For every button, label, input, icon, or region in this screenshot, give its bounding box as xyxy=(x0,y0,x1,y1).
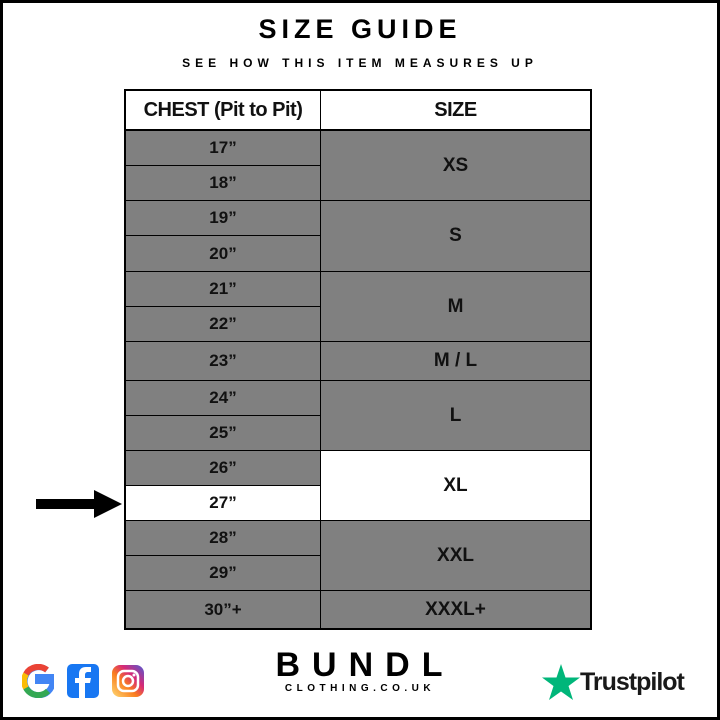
chest-cell: 27” xyxy=(126,486,321,521)
size-cell: XL xyxy=(321,451,590,521)
trustpilot-star-icon xyxy=(542,664,580,700)
chest-cell: 21” xyxy=(126,272,321,307)
page-title: SIZE GUIDE xyxy=(258,14,462,44)
chest-cell: 17” xyxy=(126,131,321,166)
size-cell: M / L xyxy=(321,342,590,381)
page-subtitle: SEE HOW THIS ITEM MEASURES UP xyxy=(182,56,538,70)
chest-cell: 19” xyxy=(126,201,321,236)
trustpilot-badge[interactable] xyxy=(542,664,684,700)
chest-cell: 30”+ xyxy=(126,591,321,628)
brand-logo: BUNDL xyxy=(275,646,455,684)
size-cell: L xyxy=(321,381,590,451)
chest-cell: 20” xyxy=(126,236,321,272)
trustpilot-label: Trustpilot xyxy=(580,667,684,696)
chest-cell: 28” xyxy=(126,521,321,556)
chest-cell: 29” xyxy=(126,556,321,591)
chest-cell: 18” xyxy=(126,166,321,201)
chest-cell: 24” xyxy=(126,381,321,416)
size-cell: XXL xyxy=(321,521,590,591)
chest-cell: 26” xyxy=(126,451,321,486)
chest-cell: 23” xyxy=(126,342,321,381)
size-cell: M xyxy=(321,272,590,342)
size-table xyxy=(124,89,592,630)
column-header-size: SIZE xyxy=(321,91,590,131)
size-cell: XXXL+ xyxy=(321,591,590,628)
column-header-chest: CHEST (Pit to Pit) xyxy=(126,91,321,131)
chest-cell: 25” xyxy=(126,416,321,451)
arrow-right-icon xyxy=(36,490,122,518)
size-cell: S xyxy=(321,201,590,272)
size-cell: XS xyxy=(321,131,590,201)
brand-website: CLOTHING.CO.UK xyxy=(284,683,436,694)
chest-cell: 22” xyxy=(126,307,321,342)
